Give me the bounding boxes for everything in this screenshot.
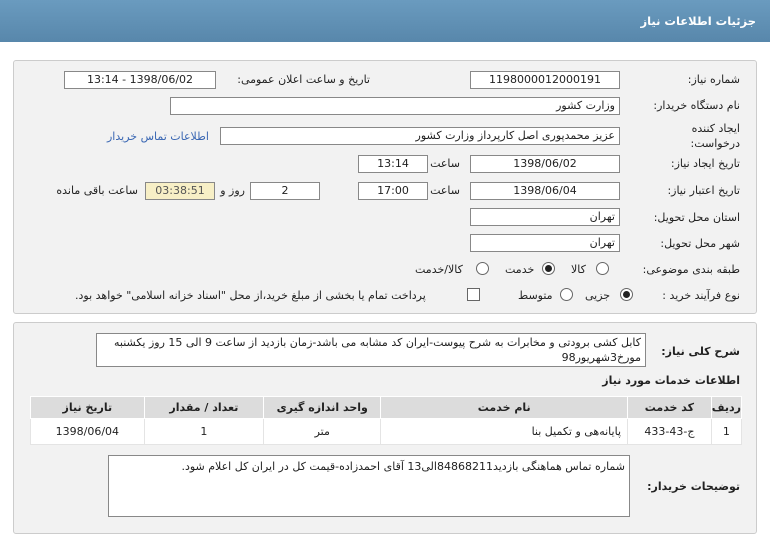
- process-minor-label: جزیی: [585, 289, 611, 302]
- process-minor-radio[interactable]: [620, 288, 633, 301]
- cell-unit: متر: [264, 419, 381, 445]
- remaining-label: ساعت باقی مانده: [56, 184, 138, 197]
- validity-time-label: ساعت: [430, 184, 460, 197]
- validity-date-field: 1398/06/04: [470, 182, 620, 200]
- validity-date-label: تاریخ اعتبار نیاز:: [667, 184, 740, 197]
- description-field: کابل کشی برودتی و مخابرات به شرح پیوست-ایران کد مشابه می باشد-زمان بازدید از ساعت 9 الی 15 روز یکشنبه مورخ3شهریور98: [96, 333, 646, 367]
- process-label: نوع فرآیند خرید :: [662, 289, 740, 302]
- category-service-radio[interactable]: [542, 262, 555, 275]
- create-time-label: ساعت: [430, 157, 460, 170]
- buyer-notes-label: توضیحات خریدار:: [647, 480, 740, 493]
- buyer-org-field: وزارت کشور: [170, 97, 620, 115]
- cell-quantity: 1: [144, 419, 263, 445]
- col-unit: واحد اندازه گیری: [264, 397, 381, 419]
- category-goods-radio[interactable]: [596, 262, 609, 275]
- province-field: تهران: [470, 208, 620, 226]
- category-goods-service-radio[interactable]: [476, 262, 489, 275]
- cell-row: 1: [711, 419, 741, 445]
- treasury-payment-checkbox[interactable]: [467, 288, 480, 301]
- contact-info-link[interactable]: اطلاعات تماس خریدار: [107, 130, 209, 143]
- creator-label: ایجاد کننده درخواست:: [690, 122, 740, 150]
- announce-field: 1398/06/02 - 13:14: [64, 71, 216, 89]
- col-service-code: کد خدمت: [628, 397, 712, 419]
- col-need-date: تاریخ نیاز: [31, 397, 145, 419]
- announce-label: تاریخ و ساعت اعلان عمومی:: [237, 73, 370, 86]
- col-service-name: نام خدمت: [381, 397, 628, 419]
- page-header: [0, 0, 770, 42]
- days-field: 2: [250, 182, 320, 200]
- treasury-payment-note: پرداخت تمام یا بخشی از مبلغ خرید،از محل "اسناد خزانه اسلامی" خواهد بود.: [75, 289, 426, 302]
- buyer-org-label: نام دستگاه خریدار:: [653, 99, 740, 112]
- days-label: روز و: [220, 184, 245, 197]
- col-quantity: تعداد / مقدار: [144, 397, 263, 419]
- create-date-field: 1398/06/02: [470, 155, 620, 173]
- buyer-notes-field: شماره تماس هماهنگی بازدید84868211الی13 آقای احمدزاده-قیمت کل در ایران کل اعلام شود.: [108, 455, 630, 517]
- cell-service-name: پایانه‌هی و تکمیل بنا: [381, 419, 628, 445]
- services-table: [30, 396, 742, 445]
- page-title: جزئیات اطلاعات نیاز: [640, 14, 756, 28]
- category-label: طبقه بندی موضوعی:: [642, 263, 740, 276]
- need-number-label: شماره نیاز:: [687, 73, 740, 86]
- table-row: [31, 419, 742, 445]
- category-service-label: خدمت: [505, 263, 535, 276]
- remaining-time-field: 03:38:51: [145, 182, 215, 200]
- create-time-field: 13:14: [358, 155, 428, 173]
- process-medium-label: متوسط: [518, 289, 553, 302]
- city-field: تهران: [470, 234, 620, 252]
- col-row: ردیف: [711, 397, 741, 419]
- province-label: استان محل تحویل:: [653, 211, 740, 224]
- category-goods-service-label: کالا/خدمت: [415, 263, 463, 276]
- city-label: شهر محل تحویل:: [660, 237, 740, 250]
- process-medium-radio[interactable]: [560, 288, 573, 301]
- cell-service-code: ج-43-433: [628, 419, 712, 445]
- cell-need-date: 1398/06/04: [31, 419, 145, 445]
- description-label: شرح کلی نیاز:: [661, 345, 740, 358]
- creator-field: عزیز محمدپوری اصل کارپرداز وزارت کشور: [220, 127, 620, 145]
- need-number-field: 1198000012000191: [470, 71, 620, 89]
- services-title: اطلاعات خدمات مورد نیاز: [602, 374, 740, 387]
- category-goods-label: کالا: [571, 263, 586, 276]
- validity-time-field: 17:00: [358, 182, 428, 200]
- create-date-label: تاریخ ایجاد نیاز:: [670, 157, 740, 170]
